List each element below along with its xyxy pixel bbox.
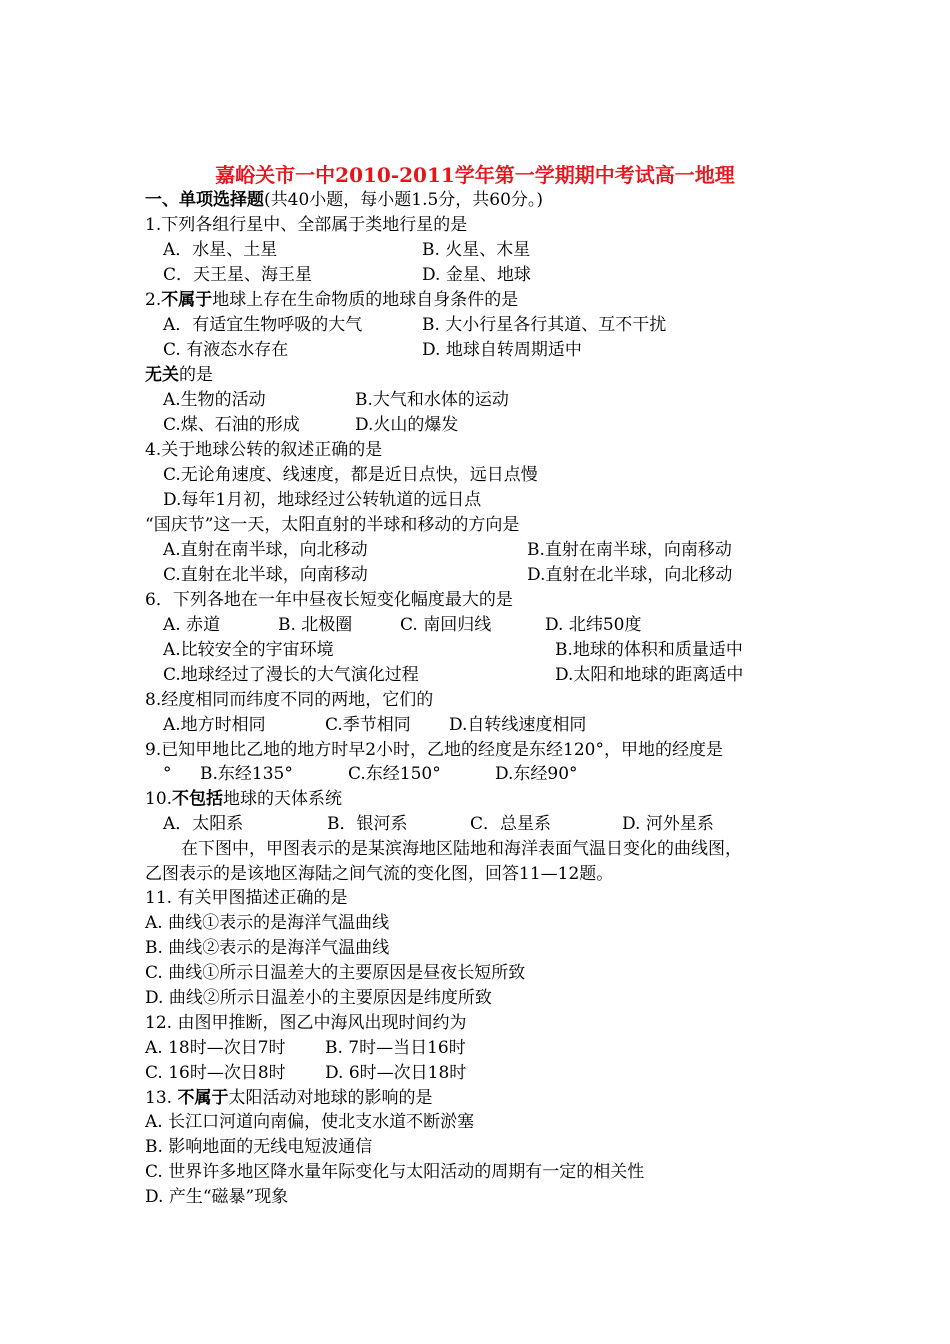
q12-option-d: D. 6时—次日18时 bbox=[325, 1063, 467, 1083]
intro-line-1: 在下图中，甲图表示的是某滨海地区陆地和海洋表面气温日变化的曲线图， bbox=[181, 839, 742, 859]
q12-option-c: C. 16时—次日8时 bbox=[145, 1063, 286, 1083]
q5-option-b: B.直射在南半球，向南移动 bbox=[527, 540, 732, 560]
q5-option-a: A.直射在南半球，向北移动 bbox=[163, 540, 368, 560]
q13-stem bbox=[145, 1086, 432, 1110]
q2-option-b: B. 大小行星各行其道、互不干扰 bbox=[422, 315, 667, 335]
q11-option-c: C. 曲线①所示日温差大的主要原因是昼夜长短所致 bbox=[145, 963, 526, 983]
q3-option-b: B.大气和水体的运动 bbox=[355, 390, 509, 410]
q4-option-c: C.无论角速度、线速度，都是近日点快，远日点慢 bbox=[163, 465, 538, 485]
q13-number: 13. bbox=[145, 1088, 178, 1108]
q10-option-a: A．太阳系 bbox=[163, 814, 244, 834]
q4-stem: 4.关于地球公转的叙述正确的是 bbox=[145, 440, 383, 460]
q13-option-b: B. 影响地面的无线电短波通信 bbox=[145, 1137, 373, 1157]
q6-stem: 6．下列各地在一年中昼夜长短变化幅度最大的是 bbox=[145, 590, 513, 610]
q7-option-a: A.比较安全的宇宙环境 bbox=[163, 640, 334, 660]
q1-stem: 1.下列各组行星中、全部属于类地行星的是 bbox=[145, 215, 468, 235]
q7-option-b: B.地球的体积和质量适中 bbox=[555, 640, 743, 660]
q5-option-d: D.直射在北半球，向北移动 bbox=[527, 565, 733, 585]
q8-option-a: A.地方时相同 bbox=[163, 715, 266, 735]
q9-option-d: D.东经90° bbox=[495, 764, 578, 784]
q1-option-c: C．天王星、海王星 bbox=[163, 265, 313, 285]
q2-option-d: D. 地球自转周期适中 bbox=[422, 340, 582, 360]
q6-option-d: D. 北纬50度 bbox=[545, 615, 642, 635]
q2-keyword: 不属于 bbox=[161, 290, 213, 310]
q12-stem: 12. 由图甲推断，图乙中海风出现时间约为 bbox=[145, 1013, 467, 1033]
q12-option-a: A. 18时—次日7时 bbox=[145, 1038, 286, 1058]
q3-option-a: A.生物的活动 bbox=[163, 390, 266, 410]
q10-keyword: 不包括 bbox=[172, 789, 224, 809]
q12-option-b: B. 7时—当日16时 bbox=[325, 1038, 466, 1058]
q6-option-b: B. 北极圈 bbox=[278, 615, 353, 635]
q8-option-d: D.自转线速度相同 bbox=[449, 715, 587, 735]
q11-option-a: A. 曲线①表示的是海洋气温曲线 bbox=[145, 913, 390, 933]
q10-option-c: C．总星系 bbox=[470, 814, 552, 834]
q8-stem: 8.经度相同而纬度不同的两地，它们的 bbox=[145, 690, 434, 710]
q13-option-d: D. 产生“磁暴”现象 bbox=[145, 1187, 289, 1207]
q13-option-c: C. 世界许多地区降水量年际变化与太阳活动的周期有一定的相关性 bbox=[145, 1162, 645, 1182]
q1-option-d: D. 金星、地球 bbox=[422, 265, 531, 285]
q11-stem: 11. 有关甲图描述正确的是 bbox=[145, 888, 348, 908]
q2-option-c: C. 有液态水存在 bbox=[163, 340, 289, 360]
q2-option-a: A．有适宜生物呼吸的大气 bbox=[163, 315, 363, 335]
q10-option-b: B．银河系 bbox=[327, 814, 408, 834]
q6-option-a: A. 赤道 bbox=[163, 615, 221, 635]
q2-stem bbox=[145, 288, 518, 312]
q8-option-c: C.季节相同 bbox=[325, 715, 411, 735]
q11-option-d: D. 曲线②所示日温差小的主要原因是纬度所致 bbox=[145, 988, 492, 1008]
q9-option-c: C.东经150° bbox=[348, 764, 441, 784]
q7-option-c: C.地球经过了漫长的大气演化过程 bbox=[163, 665, 419, 685]
q5-option-c: C.直射在北半球，向南移动 bbox=[163, 565, 368, 585]
q13-option-a: A. 长江口河道向南偏，使北支水道不断淤塞 bbox=[145, 1112, 475, 1132]
q3-keyword: 无关 bbox=[145, 365, 179, 385]
section-note: (共40小题，每小题1.5分，共60分。) bbox=[264, 190, 544, 210]
page-title: 嘉峪关市一中2010-2011学年第一学期期中考试高一地理 bbox=[215, 163, 735, 187]
q10-option-d: D. 河外星系 bbox=[622, 814, 714, 834]
q10-text: 地球的天体系统 bbox=[223, 789, 343, 809]
q3-option-c: C.煤、石油的形成 bbox=[163, 415, 300, 435]
q3-stem bbox=[145, 363, 213, 387]
intro-line-2: 乙图表示的是该地区海陆之间气流的变化图，回答11—12题。 bbox=[145, 864, 614, 884]
q10-stem bbox=[145, 787, 342, 811]
q7-option-d: D.太阳和地球的距离适中 bbox=[555, 665, 744, 685]
q6-option-c: C. 南回归线 bbox=[400, 615, 492, 635]
q10-number: 10. bbox=[145, 789, 173, 809]
q3-option-d: D.火山的爆发 bbox=[355, 415, 459, 435]
q2-number: 2. bbox=[145, 290, 162, 310]
q9-stem: 9.已知甲地比乙地的地方时早2小时，乙地的经度是东经120°，甲地的经度是 bbox=[145, 740, 723, 760]
section-header bbox=[145, 188, 543, 212]
q5-stem: “国庆节”这一天，太阳直射的半球和移动的方向是 bbox=[145, 515, 520, 535]
q9-option-b: B.东经135° bbox=[200, 764, 293, 784]
q1-option-b: B. 火星、木星 bbox=[422, 240, 531, 260]
q2-text: 地球上存在生命物质的地球自身条件的是 bbox=[212, 290, 519, 310]
q13-text: 太阳活动对地球的影响的是 bbox=[228, 1088, 433, 1108]
q11-option-b: B. 曲线②表示的是海洋气温曲线 bbox=[145, 938, 390, 958]
q1-option-a: A．水星、土星 bbox=[163, 240, 278, 260]
q4-option-d: D.每年1月初，地球经过公转轨道的远日点 bbox=[163, 490, 482, 510]
q9-degree-mark: ° bbox=[163, 764, 172, 784]
section-label: 一、单项选择题 bbox=[145, 190, 264, 210]
q3-text: 的是 bbox=[179, 365, 213, 385]
q13-keyword: 不属于 bbox=[177, 1088, 229, 1108]
